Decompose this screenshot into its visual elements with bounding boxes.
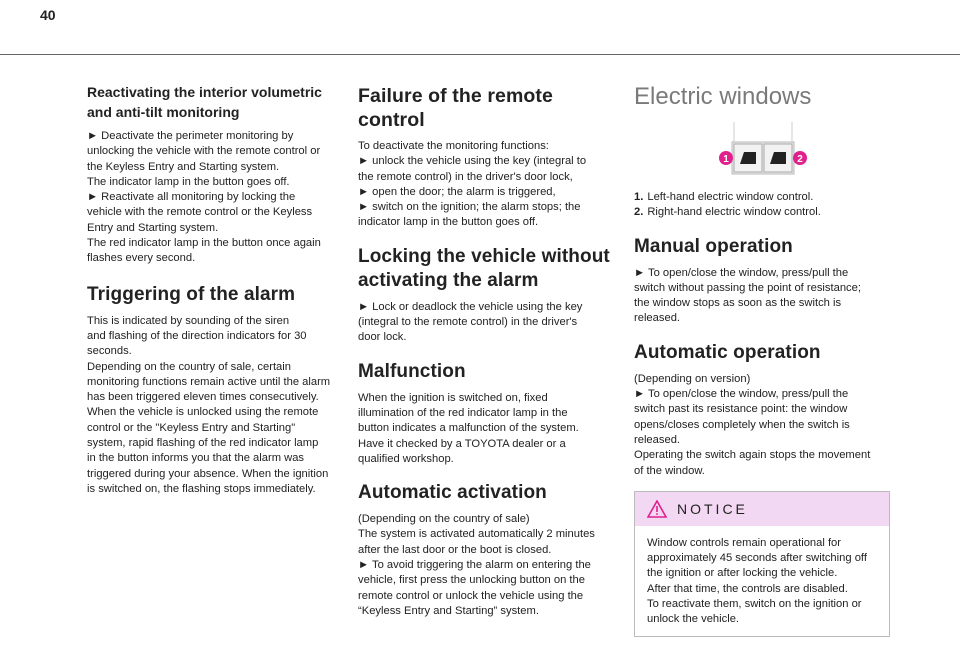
paragraph-triggering [87, 314, 342, 498]
text-line: ► open the door; the alarm is triggered, [358, 185, 556, 198]
text-line: the window stops as soon as the switch is [634, 297, 842, 310]
text-line: “Keyless Entry and Starting” system. [358, 604, 539, 617]
header-rule [0, 54, 960, 55]
heading-failure-remote: Failure of the remote control [358, 85, 553, 131]
list-item: 1. Left-hand electric window control. [634, 191, 814, 203]
notice-header [635, 492, 889, 526]
paragraph-locking [358, 300, 613, 346]
text-line: ► Lock or deadlock the vehicle using the key [358, 300, 583, 313]
text-line: The system is activated automatically 2 minutes [358, 528, 595, 541]
text-line: When the vehicle is unlocked using the remote [87, 406, 319, 419]
text-line: door lock. [358, 331, 407, 344]
text-line: Entry and Starting system. [87, 221, 219, 234]
paragraph-reactivating [87, 129, 342, 267]
text-line: After that time, the controls are disabled. [647, 582, 848, 595]
text-line: ► switch on the ignition; the alarm stops; the [358, 201, 581, 214]
text-line: control or the "Keyless Entry and Starting" [87, 421, 296, 434]
text-line: ► To open/close the window, press/pull the [634, 388, 849, 401]
page-number: 40 [40, 7, 56, 23]
heading-locking-without-alarm: Locking the vehicle without activating the alarm [358, 245, 610, 291]
heading-manual-operation: Manual operation [634, 235, 793, 257]
heading-reactivating: Reactivating the interior volumetric and anti-tilt monitoring [87, 84, 322, 120]
text-line: To deactivate the monitoring functions: [358, 140, 549, 152]
notice-box [634, 491, 890, 637]
text-line: has been triggered eleven times consecutively. [87, 391, 319, 404]
text-line: released. [634, 433, 681, 446]
text-line: (Depending on version) [634, 372, 751, 385]
text-line: (Depending on the country of sale) [358, 513, 530, 526]
heading-malfunction: Malfunction [358, 360, 466, 382]
text-line: triggered during your absence. When the ignition [87, 467, 329, 480]
text-line: Have it checked by a TOYOTA dealer or a [358, 437, 566, 450]
heading-automatic-activation: Automatic activation [358, 482, 547, 504]
text-line: released. [634, 312, 681, 325]
text-line: approximately 45 seconds after switching off [647, 552, 867, 565]
window-controls-diagram [634, 120, 890, 180]
list-item: 2. Right-hand electric window control. [634, 206, 821, 219]
text-line: (integral to the remote control) in the driver's [358, 316, 578, 329]
text-line: ► To open/close the window, press/pull the [634, 266, 849, 279]
text-line: ► unlock the vehicle using the key (integral to [358, 155, 587, 168]
text-line: after the last door or the boot is closed. [358, 543, 552, 556]
text-line: switch without passing the point of resistance; [634, 281, 861, 294]
text-line: ► To avoid triggering the alarm on entering the [358, 559, 591, 572]
text-line: vehicle with the remote control or the Keyless [87, 206, 313, 219]
heading-electric-windows: Electric windows [634, 83, 812, 110]
warning-triangle-icon [647, 500, 667, 518]
badge-1-label: 1 [723, 154, 729, 165]
paragraph-automatic-operation [634, 372, 890, 479]
window-switches-illustration [634, 120, 890, 180]
text-line: indicator lamp in the button goes off. [358, 216, 539, 229]
paragraph-manual-operation [634, 266, 890, 327]
text-line: and flashing of the direction indicators for 30 [87, 329, 307, 342]
text-line: opens/closes completely when the switch is [634, 418, 850, 431]
text-line: flashes every second. [87, 252, 196, 265]
text-line: ► Deactivate the perimeter monitoring by [87, 130, 294, 142]
text-line: To reactivate them, switch on the ignition or [647, 598, 862, 611]
text-line: vehicle, first press the unlocking button on the [358, 574, 585, 587]
notice-title: NOTICE [677, 500, 748, 517]
text-line: seconds. [87, 345, 132, 358]
paragraph-failure-remote [358, 139, 613, 231]
legend-list [634, 190, 890, 221]
text-line: the ignition or after locking the vehicle. [647, 567, 838, 580]
column-2 [358, 84, 613, 631]
text-line: illumination of the red indicator lamp in the [358, 406, 568, 419]
text-line: unlock the vehicle. [647, 613, 740, 626]
column-3 [634, 82, 890, 637]
text-line: qualified workshop. [358, 452, 454, 465]
text-line: The indicator lamp in the button goes off. [87, 175, 290, 188]
heading-automatic-operation: Automatic operation [634, 341, 821, 363]
text-line: Operating the switch again stops the movement [634, 449, 871, 462]
notice-body [635, 526, 889, 636]
heading-triggering: Triggering of the alarm [87, 283, 296, 305]
text-line: monitoring functions remain active until the alarm [87, 375, 331, 388]
column-1 [87, 82, 342, 509]
text-line: Depending on the country of sale, certain [87, 360, 291, 373]
text-line: remote control or unlock the vehicle using the [358, 589, 584, 602]
text-line: unlocking the vehicle with the remote control or [87, 145, 321, 158]
text-line: This is indicated by sounding of the siren [87, 314, 290, 327]
text-line: switch past its resistance point: the window [634, 403, 848, 416]
badge-2-label: 2 [797, 154, 803, 165]
text-line: When the ignition is switched on, fixed [358, 391, 548, 404]
text-line: the remote control) in the driver's door lock, [358, 170, 573, 183]
paragraph-automatic-activation [358, 512, 613, 619]
text-line: button indicates a malfunction of the system. [358, 422, 579, 435]
text-line: is switched on, the flashing stops immediately. [87, 482, 316, 495]
text-line: ► Reactivate all monitoring by locking the [87, 191, 296, 204]
text-line: Window controls remain operational for [647, 536, 842, 549]
text-line: system, rapid flashing of the red indicator lamp [87, 437, 319, 450]
text-line: of the window. [634, 464, 705, 477]
text-line: the Keyless Entry and Starting system. [87, 160, 280, 173]
text-line: The red indicator lamp in the button once again [87, 237, 321, 250]
text-line: in the button informs you that the alarm was [87, 452, 305, 465]
paragraph-malfunction [358, 391, 613, 467]
